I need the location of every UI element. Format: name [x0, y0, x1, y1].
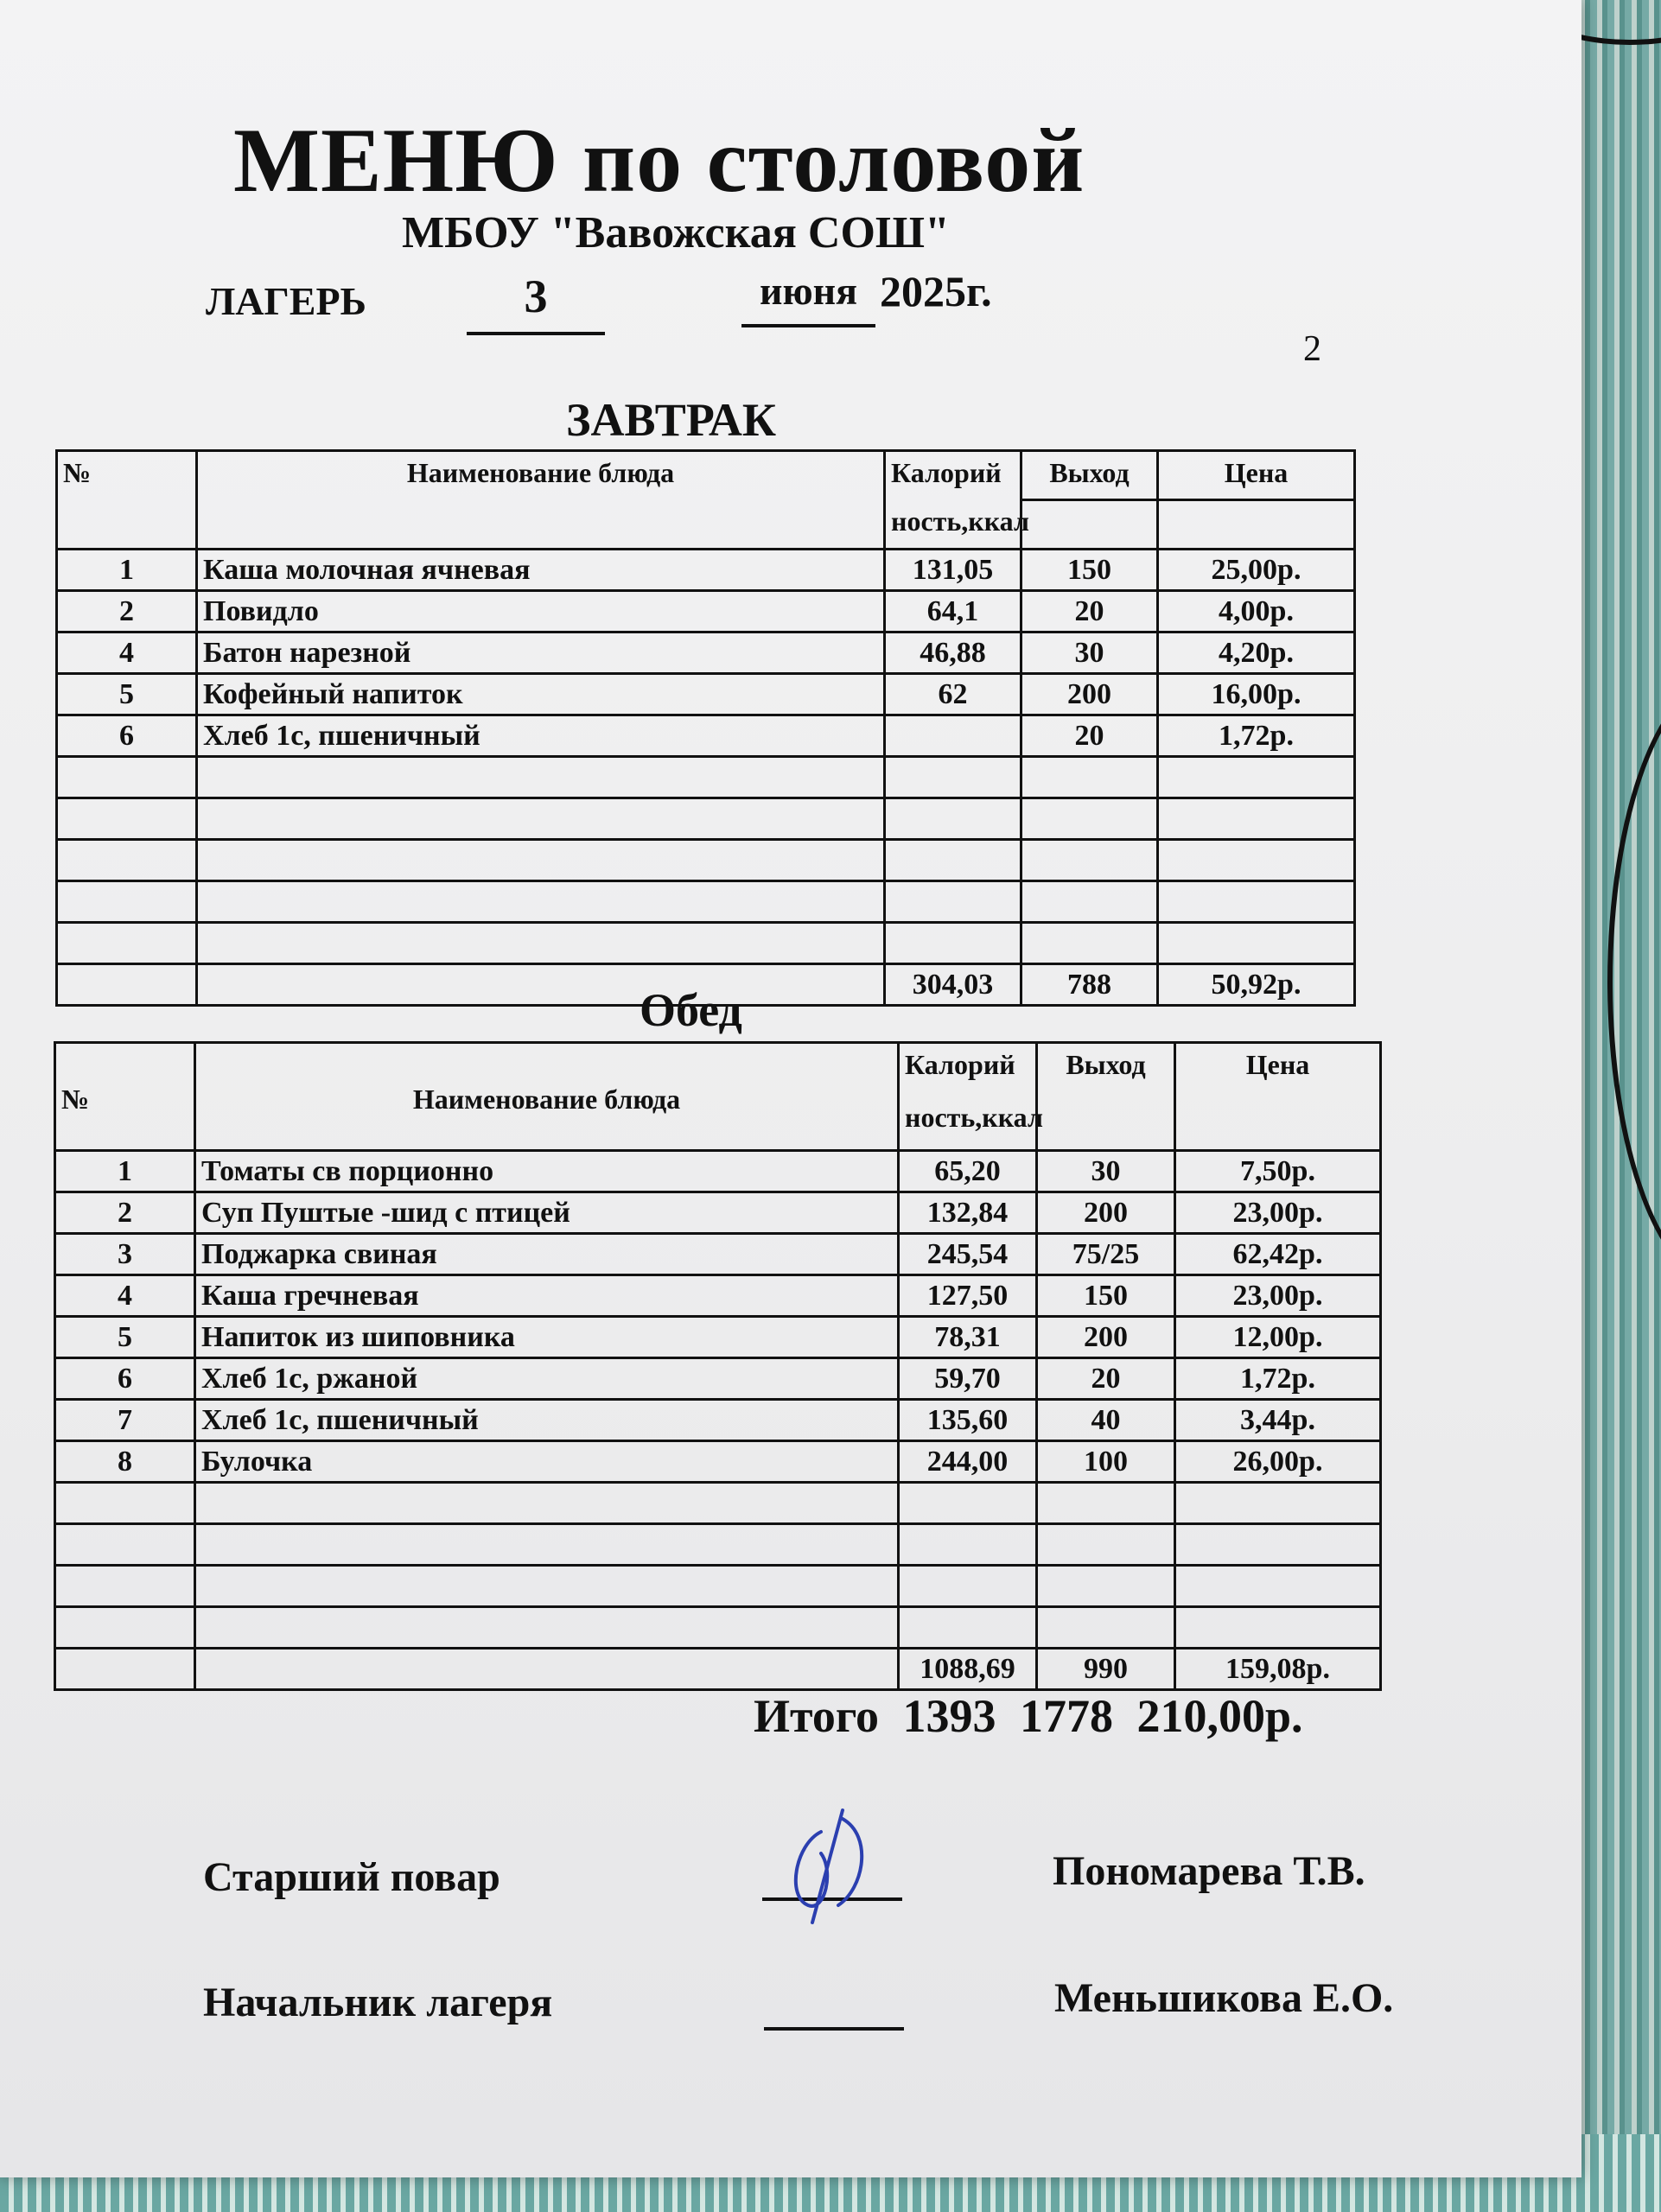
header-calories-1: Калорий [899, 1043, 1037, 1097]
empty-row [55, 1607, 1381, 1649]
empty-cell [899, 1524, 1037, 1566]
dish-number: 5 [55, 1317, 195, 1358]
dish-calories: 135,60 [899, 1400, 1037, 1441]
table-header-row [55, 1043, 1381, 1097]
empty-cell [885, 840, 1021, 881]
empty-cell [1175, 1096, 1381, 1151]
dish-price: 62,42р. [1175, 1234, 1381, 1275]
grand-total [754, 1689, 1303, 1743]
breakfast-table [55, 449, 1356, 1007]
grand-total-price: 210,00р. [1136, 1690, 1303, 1742]
dish-price: 25,00р. [1158, 550, 1355, 591]
empty-cell [57, 840, 197, 881]
empty-cell [1037, 1566, 1175, 1607]
dish-price: 1,72р. [1158, 715, 1355, 757]
page-number: 2 [1303, 329, 1321, 369]
empty-cell [195, 1524, 899, 1566]
empty-cell [55, 1524, 195, 1566]
empty-cell [885, 923, 1021, 964]
dish-number: 1 [57, 550, 197, 591]
dish-calories: 244,00 [899, 1441, 1037, 1483]
header-output: Выход [1021, 451, 1158, 500]
dish-name: Томаты св порционно [195, 1151, 899, 1192]
table-row [55, 1400, 1381, 1441]
table-row [55, 1317, 1381, 1358]
chef-role: Старший повар [203, 1854, 500, 1900]
empty-cell [1021, 840, 1158, 881]
total-price: 50,92р. [1158, 964, 1355, 1006]
dish-output: 150 [1021, 550, 1158, 591]
empty-cell [197, 840, 885, 881]
dish-output: 30 [1037, 1151, 1175, 1192]
table-row [55, 1275, 1381, 1317]
empty-row [55, 1566, 1381, 1607]
dish-price: 4,00р. [1158, 591, 1355, 632]
empty-cell [57, 881, 197, 923]
empty-cell [1037, 1607, 1175, 1649]
empty-cell [1158, 840, 1355, 881]
date-day: 3 [467, 270, 605, 335]
empty-cell [1021, 881, 1158, 923]
dish-name: Каша гречневая [195, 1275, 899, 1317]
page-title: МЕНЮ по столовой [233, 110, 1085, 211]
dish-number: 3 [55, 1234, 195, 1275]
dish-name: Суп Пуштые -шид с птицей [195, 1192, 899, 1234]
empty-cell [1175, 1483, 1381, 1524]
empty-row [57, 840, 1355, 881]
dish-calories [885, 715, 1021, 757]
header-output: Выход [1037, 1043, 1175, 1097]
header-calories-2: ность,ккал [899, 1096, 1037, 1151]
header-price: Цена [1158, 451, 1355, 500]
empty-cell [55, 1649, 195, 1690]
empty-cell [1021, 923, 1158, 964]
empty-cell [1158, 881, 1355, 923]
dish-number: 5 [57, 674, 197, 715]
dish-price: 23,00р. [1175, 1275, 1381, 1317]
table-header-row [57, 451, 1355, 500]
dish-number: 2 [55, 1192, 195, 1234]
empty-cell [1158, 798, 1355, 840]
empty-cell [885, 881, 1021, 923]
dish-calories: 62 [885, 674, 1021, 715]
dish-name: Хлеб 1с, пшеничный [197, 715, 885, 757]
dish-name: Булочка [195, 1441, 899, 1483]
dish-output: 100 [1037, 1441, 1175, 1483]
dish-number: 8 [55, 1441, 195, 1483]
dish-number: 6 [55, 1358, 195, 1400]
table-row [55, 1151, 1381, 1192]
dish-number: 6 [57, 715, 197, 757]
dish-calories: 64,1 [885, 591, 1021, 632]
empty-row [57, 798, 1355, 840]
total-kcal: 1088,69 [899, 1649, 1037, 1690]
lunch-title: Обед [640, 984, 742, 1036]
dish-name: Напиток из шиповника [195, 1317, 899, 1358]
dish-calories: 132,84 [899, 1192, 1037, 1234]
breakfast-title: ЗАВТРАК [566, 394, 777, 446]
dish-number: 7 [55, 1400, 195, 1441]
school-name: МБОУ "Вавожская СОШ" [402, 208, 950, 257]
empty-cell [1021, 500, 1158, 550]
dish-output: 200 [1037, 1192, 1175, 1234]
handwritten-signature-icon [760, 1802, 890, 1931]
total-output: 788 [1021, 964, 1158, 1006]
empty-cell [1021, 757, 1158, 798]
dish-calories: 245,54 [899, 1234, 1037, 1275]
empty-row [55, 1524, 1381, 1566]
grand-total-kcal: 1393 [902, 1690, 996, 1742]
dish-price: 12,00р. [1175, 1317, 1381, 1358]
dish-calories: 65,20 [899, 1151, 1037, 1192]
header-calories-2: ность,ккал [885, 500, 1021, 550]
empty-cell [197, 923, 885, 964]
dish-output: 40 [1037, 1400, 1175, 1441]
empty-cell [57, 757, 197, 798]
dish-calories: 59,70 [899, 1358, 1037, 1400]
empty-cell [1175, 1566, 1381, 1607]
dish-output: 20 [1021, 591, 1158, 632]
empty-cell [195, 1649, 899, 1690]
header-num: № [57, 451, 197, 550]
table-row [55, 1358, 1381, 1400]
empty-cell [899, 1566, 1037, 1607]
empty-cell [899, 1483, 1037, 1524]
grand-total-label: Итого [754, 1690, 879, 1742]
dish-output: 200 [1037, 1317, 1175, 1358]
empty-row [55, 1483, 1381, 1524]
grand-total-output: 1778 [1020, 1690, 1113, 1742]
empty-row [57, 757, 1355, 798]
table-row [55, 1234, 1381, 1275]
empty-cell [899, 1607, 1037, 1649]
header-calories-1: Калорий [885, 451, 1021, 500]
empty-cell [55, 1607, 195, 1649]
dish-price: 23,00р. [1175, 1192, 1381, 1234]
empty-cell [57, 964, 197, 1006]
dish-name: Каша молочная ячневая [197, 550, 885, 591]
dish-price: 4,20р. [1158, 632, 1355, 674]
dish-price: 26,00р. [1175, 1441, 1381, 1483]
dish-output: 20 [1037, 1358, 1175, 1400]
dish-output: 75/25 [1037, 1234, 1175, 1275]
empty-cell [55, 1566, 195, 1607]
chef-name: Пономарева Т.В. [1053, 1848, 1365, 1894]
date-year: 2025г. [880, 267, 992, 315]
dish-price: 3,44р. [1175, 1400, 1381, 1441]
total-kcal: 304,03 [885, 964, 1021, 1006]
empty-cell [197, 964, 885, 1006]
dish-number: 4 [55, 1275, 195, 1317]
date-month: июня [741, 268, 875, 327]
dish-calories: 131,05 [885, 550, 1021, 591]
dish-calories: 127,50 [899, 1275, 1037, 1317]
dish-name: Батон нарезной [197, 632, 885, 674]
empty-row [57, 881, 1355, 923]
table-row [55, 1441, 1381, 1483]
dish-output: 150 [1037, 1275, 1175, 1317]
dish-name: Поджарка свиная [195, 1234, 899, 1275]
empty-cell [55, 1483, 195, 1524]
table-row [57, 550, 1355, 591]
empty-cell [197, 881, 885, 923]
empty-cell [885, 757, 1021, 798]
empty-cell [1158, 500, 1355, 550]
lunch-table [54, 1041, 1382, 1691]
total-row [55, 1649, 1381, 1690]
dish-output: 200 [1021, 674, 1158, 715]
empty-cell [885, 798, 1021, 840]
camp-head-role: Начальник лагеря [203, 1980, 553, 2025]
dish-name: Хлеб 1с, ржаной [195, 1358, 899, 1400]
table-row [57, 715, 1355, 757]
total-output: 990 [1037, 1649, 1175, 1690]
dish-price: 7,50р. [1175, 1151, 1381, 1192]
total-price: 159,08р. [1175, 1649, 1381, 1690]
table-row [57, 674, 1355, 715]
camp-label: ЛАГЕРЬ [206, 279, 366, 323]
empty-cell [1037, 1524, 1175, 1566]
empty-cell [57, 798, 197, 840]
empty-cell [197, 757, 885, 798]
table-row [57, 591, 1355, 632]
dish-calories: 46,88 [885, 632, 1021, 674]
empty-cell [195, 1566, 899, 1607]
empty-cell [195, 1607, 899, 1649]
dish-output: 20 [1021, 715, 1158, 757]
empty-cell [195, 1483, 899, 1524]
empty-cell [1037, 1096, 1175, 1151]
empty-cell [1037, 1483, 1175, 1524]
empty-cell [1175, 1524, 1381, 1566]
camp-head-name: Меньшикова Е.О. [1054, 1975, 1394, 2021]
dish-number: 4 [57, 632, 197, 674]
dish-name: Хлеб 1с, пшеничный [195, 1400, 899, 1441]
empty-cell [1021, 798, 1158, 840]
dish-number: 1 [55, 1151, 195, 1192]
header-dish-name: Наименование блюда [195, 1043, 899, 1151]
empty-row [57, 923, 1355, 964]
dish-name: Повидло [197, 591, 885, 632]
empty-cell [1158, 757, 1355, 798]
dish-price: 1,72р. [1175, 1358, 1381, 1400]
camp-head-signature-line [764, 2027, 904, 2031]
empty-cell [1175, 1607, 1381, 1649]
empty-cell [57, 923, 197, 964]
dish-price: 16,00р. [1158, 674, 1355, 715]
dish-calories: 78,31 [899, 1317, 1037, 1358]
empty-cell [197, 798, 885, 840]
header-price: Цена [1175, 1043, 1381, 1097]
header-dish-name: Наименование блюда [197, 451, 885, 550]
dish-number: 2 [57, 591, 197, 632]
header-num: № [55, 1043, 195, 1151]
dish-output: 30 [1021, 632, 1158, 674]
table-row [57, 632, 1355, 674]
empty-cell [1158, 923, 1355, 964]
table-row [55, 1192, 1381, 1234]
dish-name: Кофейный напиток [197, 674, 885, 715]
